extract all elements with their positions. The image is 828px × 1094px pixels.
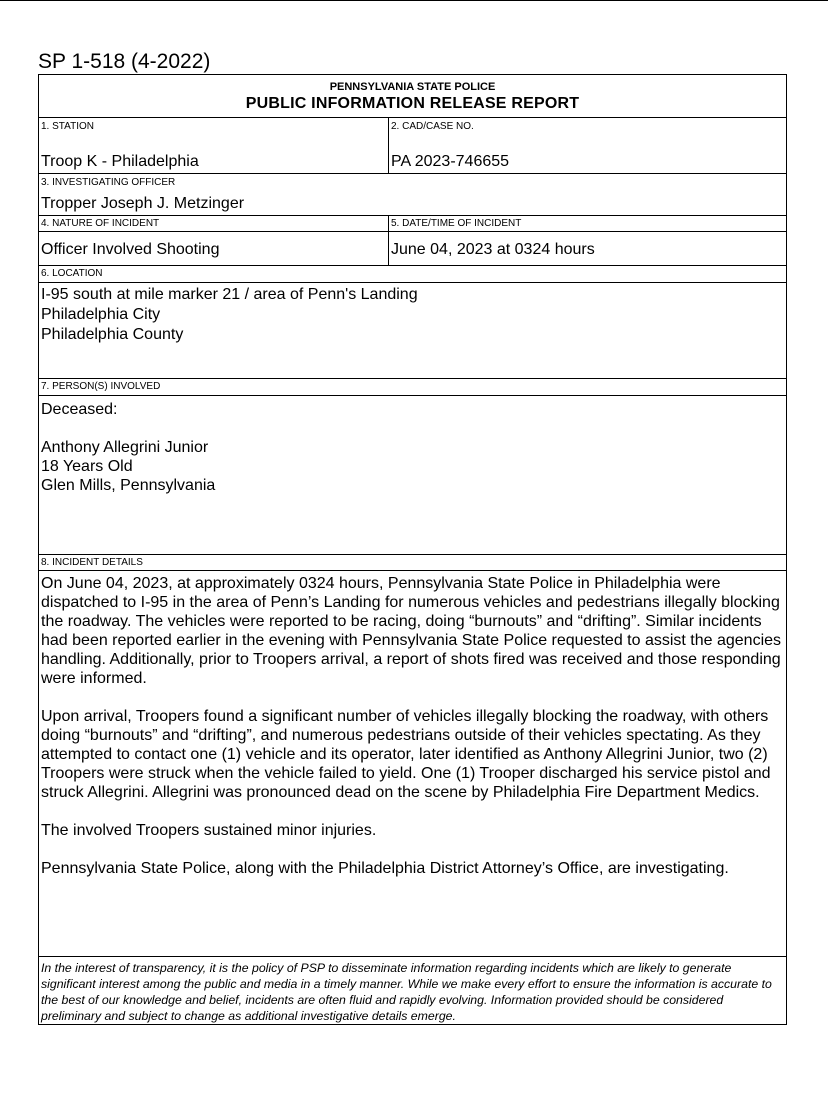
details-label: 8. INCIDENT DETAILS [41, 557, 143, 568]
details-paragraph: Pennsylvania State Police, along with the Philadelphia District Attorney’s Office, are investigating. [41, 860, 729, 877]
person-residence: Glen Mills, Pennsylvania [41, 477, 216, 494]
label-underline [39, 231, 786, 232]
location-line: I-95 south at mile marker 21 / area of Penn's Landing [41, 286, 418, 303]
location-row [39, 265, 786, 378]
details-paragraph: On June 04, 2023, at approximately 0324 hours, Pennsylvania State Police in Philadelphia were dispatched to I-95 in the area of Penn’s Landing for numerous vehicles and pedestrians illegally blocking the roadway. The vehicles were reported to be racing, doing “burnouts” and “drifting”. Similar incidents had been reported earlier in the evening with Pennsylvania State Police requested to assist the agencies handling. Additionally, prior to Troopers arrival, a report of shots fired was received and those responding were informed. [41, 575, 782, 687]
station-value: Troop K - Philadelphia [41, 153, 199, 170]
person-name: Anthony Allegrini Junior [41, 439, 209, 456]
form-header [39, 75, 786, 117]
persons-row [39, 378, 786, 554]
station-case-row [39, 117, 786, 173]
officer-label: 3. INVESTIGATING OFFICER [41, 177, 176, 188]
nature-label: 4. NATURE OF INCIDENT [41, 218, 160, 229]
report-title: PUBLIC INFORMATION RELEASE REPORT [245, 95, 580, 112]
case-no-value: PA 2023-746655 [391, 153, 510, 170]
datetime-label: 5. DATE/TIME OF INCIDENT [391, 218, 522, 229]
location-lines [41, 285, 418, 345]
details-text [41, 574, 783, 897]
location-line: Philadelphia City [41, 306, 161, 323]
disclaimer-row [39, 956, 786, 1024]
label-underline [39, 282, 786, 283]
officer-row [39, 173, 786, 215]
disclaimer-text: In the interest of transparency, it is the policy of PSP to disseminate information regarding incidents which are likely to generate significant interest among the public and media in a timely manner. While we make every effort to ensure the information is accurate to the best of our knowledge and belief, incidents are often fluid and rapidly evolving. Information provided should be considered preliminary and subject to change as additional investigative details emerge. [41, 961, 772, 1023]
top-border-line [0, 0, 828, 1]
case-no-label: 2. CAD/CASE NO. [391, 121, 474, 132]
details-paragraph: Upon arrival, Troopers found a significant number of vehicles illegally blocking the roadway, with others doing “burnouts” and “drifting”, and numerous pedestrians outside of their vehicles spectating. As they attempted to contact one (1) vehicle and its operator, later identified as Anthony Allegrini Junior, two (2) Troopers were struck when the vehicle failed to yield. One (1) Trooper discharged his service pistol and struck Allegrini. Allegrini was pronounced dead on the scene by Philadelphia Fire Department Medics. [41, 708, 771, 801]
details-paragraph: The involved Troopers sustained minor injuries. [41, 822, 377, 839]
details-body [39, 570, 786, 956]
column-divider [388, 216, 389, 265]
nature-datetime-row [39, 215, 786, 265]
persons-label: 7. PERSON(S) INVOLVED [41, 381, 161, 392]
form-number: SP 1-518 (4-2022) [38, 50, 211, 73]
details-row [39, 554, 786, 956]
person-status: Deceased: [41, 401, 118, 418]
nature-value: Officer Involved Shooting [41, 241, 220, 258]
location-line: Philadelphia County [41, 326, 184, 343]
label-underline [39, 395, 786, 396]
report-form [38, 74, 787, 1025]
person-age: 18 Years Old [41, 458, 133, 475]
datetime-value: June 04, 2023 at 0324 hours [391, 241, 595, 258]
agency-name: PENNSYLVANIA STATE POLICE [329, 81, 496, 93]
column-divider [388, 118, 389, 173]
officer-value: Tropper Joseph J. Metzinger [41, 195, 245, 212]
station-label: 1. STATION [41, 121, 94, 132]
location-label: 6. LOCATION [41, 268, 103, 279]
